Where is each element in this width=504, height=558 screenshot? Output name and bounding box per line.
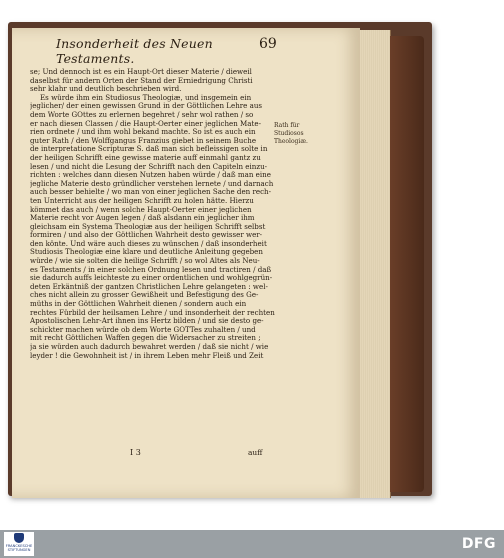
text-line: er nach diesen Classen / die Haupt-Oerter einer jeglichen Mate- — [30, 119, 261, 128]
text-line: dem Worte GOttes zu erlernen begehret / sehr wol rathen / so — [30, 110, 254, 119]
book-cover-edge — [390, 36, 424, 492]
text-line: rechtes Fürbild der heilsamen Lehre / und insonderheit der rechten — [30, 308, 275, 317]
text-line: jegliche Materie desto gründlicher verstehen lernete / und darnach — [30, 179, 274, 188]
text-line: ja sie würden auch dadurch bewahret werden / daß sie nicht / wie — [30, 343, 269, 351]
text-line: formiren / und also der Göttlichen Wahrheit desto gewisser wer- — [30, 231, 263, 240]
text-line: lesen / und nicht die Lesung der Schrifft nach den Capiteln einzu- — [30, 162, 268, 171]
text-line: Apostolischen Lehr-Art ihnen ins Hertz bilden / und sie desto ge- — [30, 317, 264, 326]
text-line: jeglicher/ der einen gewissen Grund in der Göttlichen Lehre aus — [30, 102, 263, 111]
francke-foundations-logo[interactable] — [4, 532, 34, 556]
page-number: 69 — [259, 36, 277, 52]
text-line: se; Und dennoch ist es ein Haupt-Ort dieser Materie / dieweil — [30, 68, 252, 76]
margin-note — [274, 122, 310, 146]
footer-bar — [0, 530, 504, 558]
text-line: kömmet das auch / wenn solche Haupt-Oerter einer jeglichen — [30, 205, 252, 214]
margin-note-line: Theologiæ. — [274, 138, 308, 145]
text-line: es Testaments / in einer solchen Ordnung lesen und tractiren / daß — [30, 265, 272, 274]
text-line: deten Erkäntniß der gantzen Christlichen Lehre gelangeten : wel- — [30, 282, 268, 291]
text-line: auch besser behielte / wo man von einer jeglichen Sache den rech- — [30, 188, 272, 197]
dfg-logo[interactable]: DFG — [461, 536, 496, 552]
text-line: sie dadurch auffs leichteste zu einer ordentlichen und wohlgegrün- — [30, 274, 273, 283]
text-line: ches nicht allein zu grosser Gewißheit und Befestigung des Ge- — [30, 291, 259, 300]
margin-note-line: Rath für — [274, 122, 300, 129]
signature-mark: I 3 — [130, 448, 141, 457]
margin-note-line: Studiosos — [274, 130, 304, 137]
book-page — [12, 28, 360, 498]
text-line: Es würde ihm ein Studiosus Theologiæ, und insgemein ein — [40, 93, 252, 102]
text-line: müths in der Göttlichen Wahrheit dienen / sondern auch ein — [30, 300, 247, 309]
text-line: de interpretatione Scripturæ S. daß man sich befleissigen solte in — [30, 145, 268, 154]
text-line: leyder ! die Gewohnheit ist / in ihrem Leben mehr Fleiß und Zeit — [30, 351, 264, 360]
text-line: Studiosis Theologiæ eine klare und deutliche Anleitung gegeben — [30, 248, 263, 257]
text-line: richten : welches dann diesen Nutzen haben würde / daß man eine — [30, 171, 271, 180]
text-line: mit recht Göttlichen Waffen gegen die Widersacher zu streiten ; — [30, 334, 261, 343]
running-title: Insonderheit des Neuen Testaments. — [56, 36, 213, 66]
logo-text: FRANCKESCHE STIFTUNGEN — [5, 544, 33, 552]
catchword: auff — [248, 448, 263, 457]
text-line: würde / wie sie solten die heilige Schrifft / so wol Altes als Neu- — [30, 257, 260, 266]
text-line: gleichsam ein Systema Theologiæ aus der heiligen Schrifft selbst — [30, 222, 266, 231]
text-line: daselbst für andern Orten der Stand der Erniedrigung Christi — [30, 76, 253, 85]
crest-icon — [14, 533, 24, 543]
body-text — [30, 68, 288, 360]
text-line: den könte. Und wäre auch dieses zu wünschen / daß insonderheit — [30, 239, 267, 248]
text-line: guter Rath / den Wolffgangus Franzius giebet in seinem Buche — [30, 136, 257, 145]
text-line: schickter machen würde ob dem Worte GOTTes zuhalten / und — [30, 325, 256, 334]
text-line: sehr klahr und deutlich beschrieben wird. — [30, 85, 182, 94]
text-line: ten Unterricht aus der heiligen Schrifft zu holen hätte. Hierzu — [30, 196, 254, 205]
text-line: Materie recht vor Augen legen / daß alsdann ein jeglicher ihm — [30, 214, 255, 223]
text-line: der heiligen Schrifft eine gewisse materie auff einmahl gantz zu — [30, 153, 261, 162]
text-line: rien ordnete / und ihm wohl bekand machte. So ist es auch ein — [30, 128, 256, 137]
